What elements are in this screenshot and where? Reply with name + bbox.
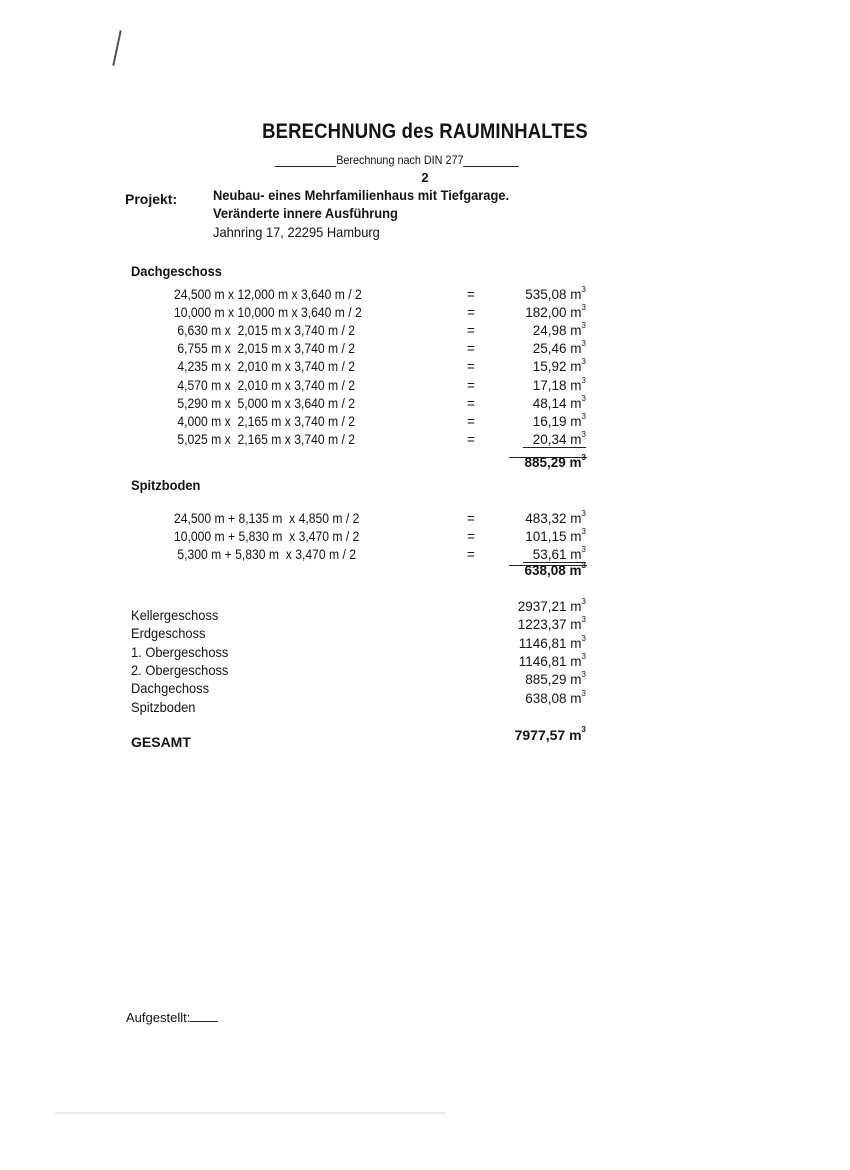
calculation-formula: 5,025 m x 2,165 m x 3,740 m / 2 — [174, 431, 355, 447]
calculation-formula: 5,290 m x 5,000 m x 3,640 m / 2 — [174, 395, 355, 411]
page-number: 2 — [421, 170, 429, 185]
table-row — [0, 305, 850, 323]
calculation-formula: 6,630 m x 2,015 m x 3,740 m / 2 — [174, 323, 355, 339]
projekt-line-2: Veränderte innere Ausführung — [213, 205, 398, 221]
table-row — [0, 287, 850, 305]
floor-label: 1. Obergeschoss — [131, 643, 229, 660]
pen-mark — [112, 30, 121, 66]
equals-sign: = — [467, 413, 475, 429]
section-heading-dachgeschoss: Dachgeschoss — [131, 263, 222, 279]
floor-label: Erdgeschoss — [131, 625, 206, 642]
equals-sign: = — [467, 323, 475, 339]
equals-sign: = — [467, 359, 475, 375]
equals-sign: = — [467, 528, 475, 544]
calculation-formula: 4,570 m x 2,010 m x 3,740 m / 2 — [174, 377, 355, 393]
calculation-formula: 24,500 m x 12,000 m x 3,640 m / 2 — [174, 287, 362, 302]
total-value: 7977,57 $m^3$ — [514, 725, 586, 743]
table-row — [0, 511, 850, 529]
floor-volume: 2937,21 $m^3$ — [517, 597, 586, 614]
calculation-formula: 4,235 m x 2,010 m x 3,740 m / 2 — [174, 359, 355, 375]
projekt-line-3: Jahnring 17, 22295 Hamburg — [213, 224, 380, 240]
table-row — [0, 411, 850, 432]
equals-sign: = — [467, 546, 475, 562]
table-row — [0, 526, 850, 547]
volume-value: 182,00 $m^3$ — [525, 303, 586, 321]
table-row — [0, 544, 850, 565]
floor-volume: 638,08 $m^3$ — [525, 688, 586, 706]
volume-value: 24,98 $m^3$ — [532, 321, 586, 339]
volume-value: 48,14 $m^3$ — [532, 393, 586, 411]
calculation-formula: 6,755 m x 2,015 m x 3,740 m / 2 — [174, 341, 355, 357]
dachgeschoss-sum: 885,29 $m^3$ — [524, 453, 586, 470]
aufgestellt-signature-line: Aufgestellt: — [126, 1010, 218, 1025]
calculation-formula: 10,000 m x 10,000 m x 3,640 m / 2 — [174, 305, 362, 321]
floor-volume: 885,29 $m^3$ — [525, 670, 586, 688]
table-row — [0, 429, 850, 450]
volume-value: 25,46 $m^3$ — [532, 339, 586, 357]
document-subtitle — [275, 153, 519, 167]
volume-value: 483,32 $m^3$ — [525, 509, 586, 526]
volume-value: 20,34 $m^3$ — [523, 432, 586, 448]
calculation-formula: 24,500 m + 8,135 m x 4,850 m / 2 — [174, 511, 360, 526]
table-row — [0, 393, 850, 414]
projekt-label: Projekt: — [125, 191, 178, 207]
volume-value: 535,08 $m^3$ — [525, 285, 586, 302]
table-row — [0, 359, 850, 377]
floor-label: 2. Obergeschoss — [131, 661, 229, 678]
table-row — [0, 341, 850, 359]
spitzboden-sum: 638,08 $m^3$ — [524, 561, 586, 578]
calculation-formula: 4,000 m x 2,165 m x 3,740 m / 2 — [174, 413, 355, 429]
calculation-formula: 10,000 m + 5,830 m x 3,470 m / 2 — [174, 528, 360, 544]
floor-label: Dachgechoss — [131, 680, 210, 697]
table-row — [0, 375, 850, 396]
total-label: GESAMT — [131, 734, 191, 750]
volume-value: 15,92 $m^3$ — [532, 357, 586, 375]
equals-sign: = — [467, 305, 475, 321]
calculation-formula: 5,300 m + 5,830 m x 3,470 m / 2 — [174, 546, 357, 562]
equals-sign: = — [467, 287, 475, 302]
volume-value: 16,19 $m^3$ — [532, 411, 586, 429]
equals-sign: = — [467, 341, 475, 357]
equals-sign: = — [467, 377, 475, 393]
volume-value: 17,18 $m^3$ — [532, 375, 586, 393]
subtitle-text: Berechnung nach DIN 277 — [336, 153, 464, 167]
floor-volume: 1223,37 $m^3$ — [517, 615, 586, 633]
floor-label: Kellergeschoss — [131, 607, 219, 623]
floor-volume: 1146,81 $m^3$ — [518, 633, 586, 651]
document-title: BERECHNUNG des RAUMINHALTES — [262, 120, 588, 143]
equals-sign: = — [467, 431, 475, 447]
volume-value: 53,61 $m^3$ — [523, 547, 586, 563]
projekt-line-1: Neubau- eines Mehrfamilienhaus mit Tiefgarage. — [213, 187, 510, 203]
floor-volume: 1146,81 $m^3$ — [518, 651, 586, 669]
floor-label: Spitzboden — [131, 698, 196, 715]
table-row — [0, 323, 850, 341]
scan-edge — [55, 1112, 445, 1114]
equals-sign: = — [467, 511, 475, 526]
section-heading-spitzboden: Spitzboden — [131, 477, 201, 493]
volume-value: 101,15 $m^3$ — [525, 526, 586, 544]
equals-sign: = — [467, 395, 475, 411]
